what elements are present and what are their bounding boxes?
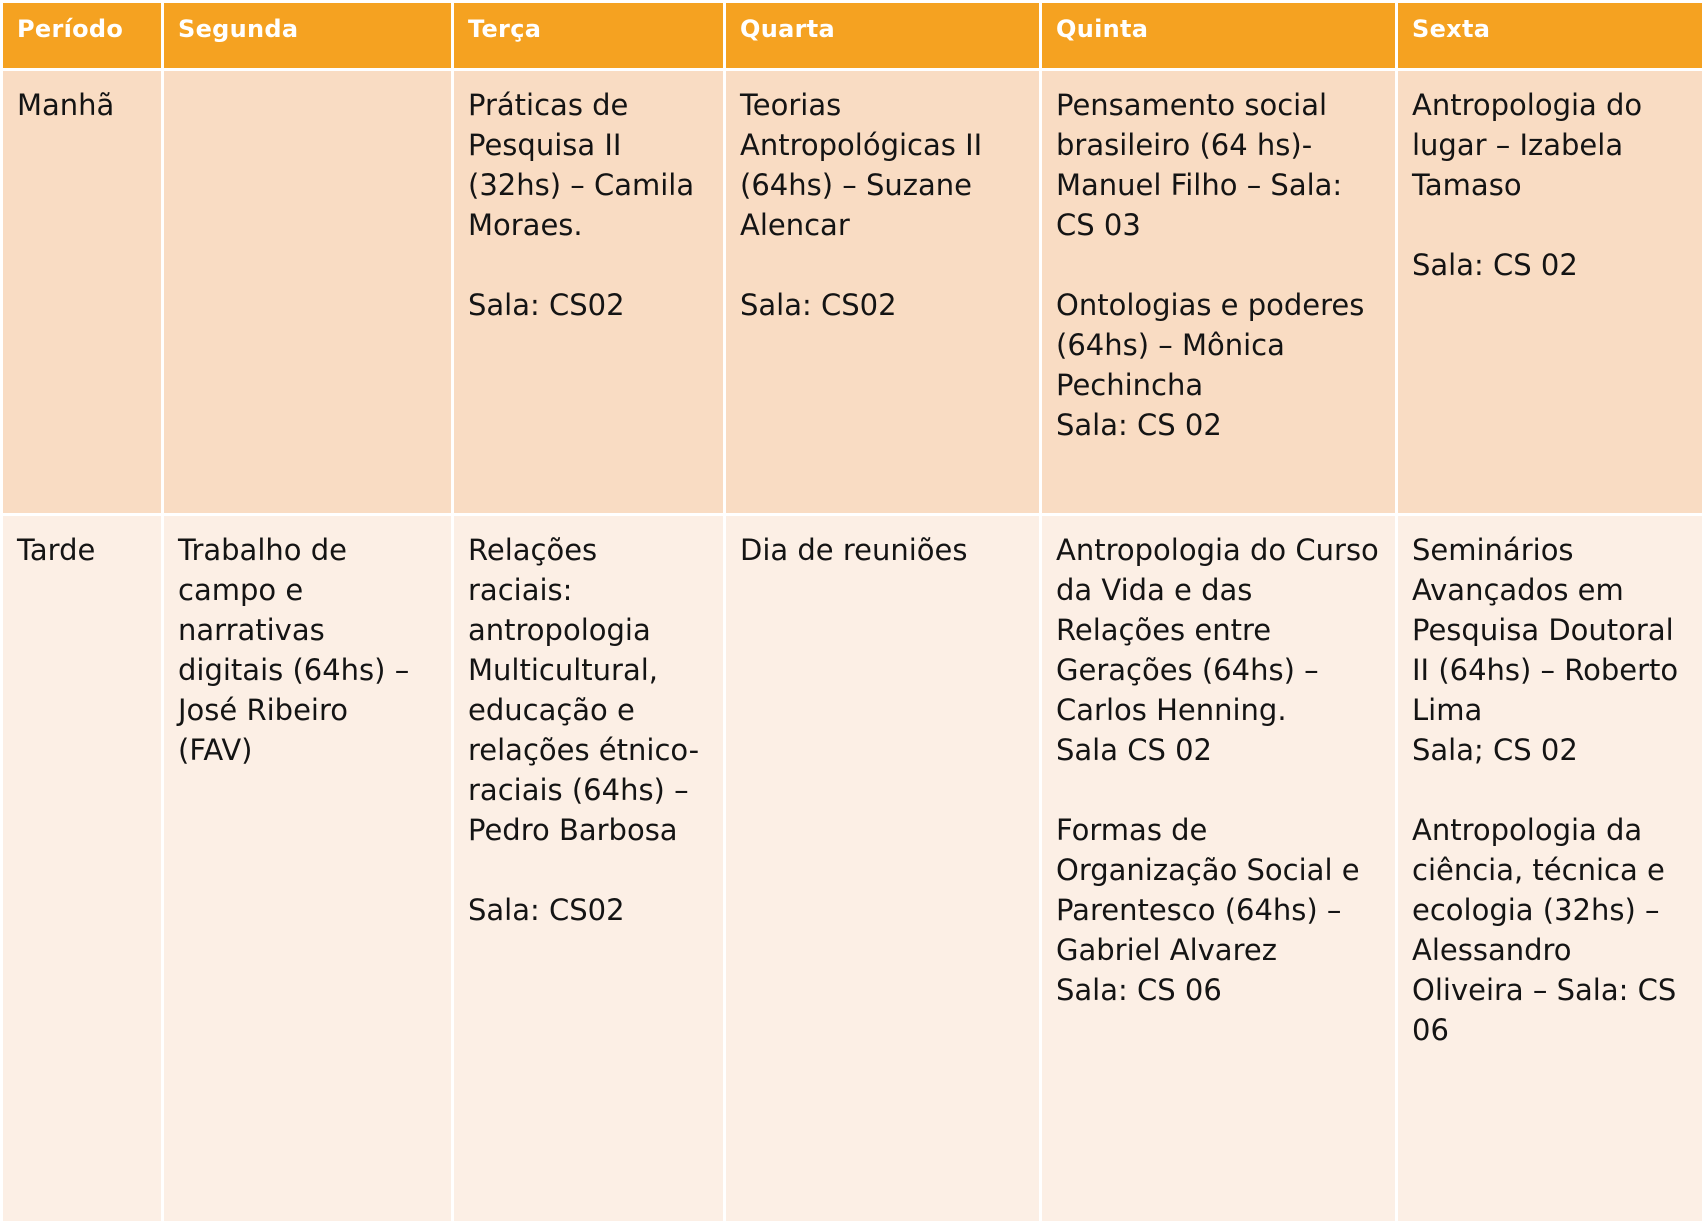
course-note: (FAV) bbox=[178, 733, 253, 767]
header-terca: Terça bbox=[453, 2, 725, 70]
cell-manha-periodo bbox=[2, 70, 163, 515]
cell-tarde-periodo bbox=[2, 515, 163, 1223]
course-title: Dia de reuniões bbox=[740, 533, 968, 567]
cell-manha-terca bbox=[453, 70, 725, 515]
course-title: Práticas de Pesquisa II (32hs) – Camila Moraes. bbox=[468, 88, 695, 242]
period-label: Manhã bbox=[17, 88, 115, 122]
header-periodo: Período bbox=[2, 2, 163, 70]
period-label: Tarde bbox=[17, 533, 96, 567]
room-label: Sala; CS 02 bbox=[1412, 733, 1578, 767]
header-row bbox=[2, 2, 1702, 70]
room-label: Sala CS 02 bbox=[1056, 733, 1213, 767]
course-title: Teorias Antropológicas II (64hs) – Suzane Alencar bbox=[740, 88, 983, 242]
cell-manha-quinta bbox=[1041, 70, 1397, 515]
course-title: Antropologia do lugar – Izabela Tamaso bbox=[1412, 88, 1643, 202]
header-sexta: Sexta bbox=[1397, 2, 1702, 70]
cell-manha-quarta bbox=[725, 70, 1041, 515]
course-title: Formas de Organização Social e Parentesco (64hs) – Gabriel Alvarez bbox=[1056, 813, 1360, 967]
header-quarta: Quarta bbox=[725, 2, 1041, 70]
course-title: Antropologia do Curso da Vida e das Relações entre Gerações (64hs) – Carlos Henning. bbox=[1056, 533, 1379, 727]
room-label: Sala: CS02 bbox=[468, 288, 625, 322]
cell-tarde-segunda bbox=[163, 515, 453, 1223]
cell-tarde-terca bbox=[453, 515, 725, 1223]
course-title: Antropologia da ciência, técnica e ecologia (32hs) – Alessandro Oliveira – Sala: CS 06 bbox=[1412, 813, 1677, 1047]
cell-manha-segunda bbox=[163, 70, 453, 515]
room-label: Sala: CS02 bbox=[468, 893, 625, 927]
row-manha bbox=[2, 70, 1702, 515]
course-title: Ontologias e poderes (64hs) – Mônica Pechincha bbox=[1056, 288, 1365, 402]
course-title: Relações raciais: antropologia Multicultural, educação e relações étnico-raciais (64hs) – Pedro Barbosa bbox=[468, 533, 700, 847]
room-label: Sala: CS02 bbox=[740, 288, 897, 322]
room-label: Sala: CS 06 bbox=[1056, 973, 1222, 1007]
cell-tarde-quinta bbox=[1041, 515, 1397, 1223]
course-title: Seminários Avançados em Pesquisa Doutoral II (64hs) – Roberto Lima bbox=[1412, 533, 1679, 727]
cell-tarde-quarta bbox=[725, 515, 1041, 1223]
course-title: Trabalho de campo e narrativas digitais (64hs) – José Ribeiro bbox=[178, 533, 410, 727]
row-tarde bbox=[2, 515, 1702, 1223]
room-label: Sala: CS 02 bbox=[1412, 248, 1578, 282]
header-segunda: Segunda bbox=[163, 2, 453, 70]
header-quinta: Quinta bbox=[1041, 2, 1397, 70]
cell-tarde-sexta bbox=[1397, 515, 1702, 1223]
cell-manha-sexta bbox=[1397, 70, 1702, 515]
room-label: Sala: CS 02 bbox=[1056, 408, 1222, 442]
course-title: Pensamento social brasileiro (64 hs)- Manuel Filho – Sala: CS 03 bbox=[1056, 88, 1343, 242]
